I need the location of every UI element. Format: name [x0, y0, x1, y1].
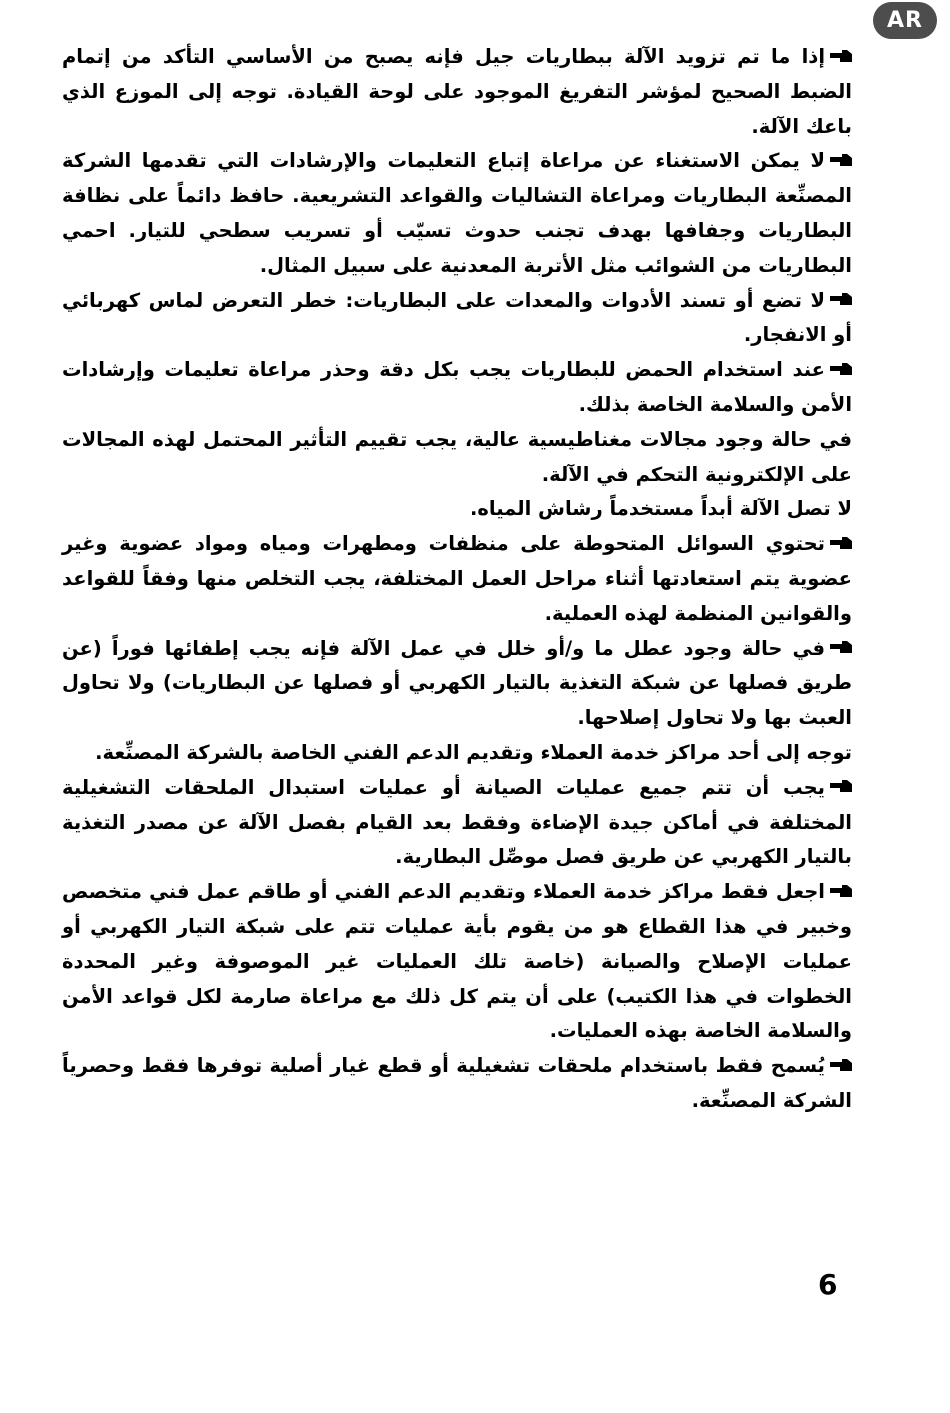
pointing-hand-icon	[830, 153, 852, 167]
paragraph-text: لا يمكن الاستغناء عن مراعاة إتباع التعليمات والإرشادات التي تقدمها الشركة المصنِّعة البطاريات ومراعاة التشاليات والقواعد التشريعية. حافظ دائماً على نظافة البطاريات وجفافها بهدف تجنب حدوث تسيّب أو تسريب سطحي للتيار. احمي البطاريات من الشوائب مثل الأتربة المعدنية على سبيل المثال.	[62, 149, 852, 277]
paragraph	[62, 284, 852, 354]
pointing-hand-icon	[830, 1058, 852, 1072]
language-badge: AR	[873, 2, 937, 39]
pointing-hand-icon	[830, 49, 852, 63]
paragraph-text: لا تصل الآلة أبداً مستخدماً رشاش المياه.	[469, 497, 852, 521]
pointing-hand-icon	[830, 362, 852, 376]
paragraph-text: اجعل فقط مراكز خدمة العملاء وتقديم الدعم الفني أو طاقم عمل فني متخصص وخبير في هذا القطاع هو من يقوم بأية عمليات تتم على شبكة التيار الكهربي أو عمليات الإصلاح والصيانة (خاصة تلك العمليات غير الموصوفة وغير المحددة الخطوات في هذا الكتيب) على أن يتم كل ذلك مع مراعاة صارمة لكل قواعد الأمن والسلامة الخاصة بهذه العمليات.	[62, 880, 852, 1043]
pointing-hand-icon	[830, 884, 852, 898]
paragraph-text: تحتوي السوائل المتحوطة على منظفات ومطهرات ومياه ومواد عضوية وغير عضوية يتم استعادتها أثناء مراحل العمل المختلفة، يجب التخلص منها وفقاً للقواعد والقوانين المنظمة لهذه العملية.	[62, 532, 852, 625]
paragraph-text: عند استخدام الحمض للبطاريات يجب بكل دقة وحذر مراعاة تعليمات وإرشادات الأمن والسلامة الخاصة بذلك.	[62, 358, 852, 416]
paragraph	[62, 771, 852, 875]
paragraph	[62, 527, 852, 631]
paragraph	[62, 353, 852, 423]
pointing-hand-icon	[830, 292, 852, 306]
paragraph	[62, 144, 852, 283]
paragraph	[62, 423, 852, 493]
paragraph	[62, 632, 852, 736]
page-number: 6	[818, 1268, 838, 1301]
pointing-hand-icon	[830, 640, 852, 654]
pointing-hand-icon	[830, 779, 852, 793]
paragraph-text: لا تضع أو تسند الأدوات والمعدات على البطاريات: خطر التعرض لماس كهربائي أو الانفجار.	[62, 288, 852, 347]
paragraph	[62, 40, 852, 144]
paragraph-text: في حالة وجود مجالات مغناطيسية عالية، يجب تقييم التأثير المحتمل لهذه المجالات على الإلكترونية التحكم في الآلة.	[62, 427, 852, 486]
paragraph	[62, 736, 852, 771]
pointing-hand-icon	[830, 536, 852, 550]
paragraph-text: توجه إلى أحد مراكز خدمة العملاء وتقديم الدعم الفني الخاصة بالشركة المصنِّعة.	[95, 740, 852, 764]
paragraph	[62, 875, 852, 1049]
paragraph-text: يجب أن تتم جميع عمليات الصيانة أو عمليات استبدال الملحقات التشغيلية المختلفة في أماكن جيدة الإضاءة وفقط بعد القيام بفصل الآلة عن مصدر التغذية بالتيار الكهربي عن طريق فصل موصِّل البطارية.	[62, 775, 852, 869]
document-body	[62, 40, 852, 1119]
paragraph-text: يُسمح فقط باستخدام ملحقات تشغيلية أو قطع غيار أصلية توفرها فقط وحصرياً الشركة المصنِّعة.	[62, 1054, 852, 1112]
paragraph-text: إذا ما تم تزويد الآلة ببطاريات جيل فإنه يصبح من الأساسي التأكد من إتمام الضبط الصحيح لمؤشر التفريغ الموجود على لوحة القيادة. توجه إلى الموزع الذي باعك الآلة.	[62, 45, 852, 138]
paragraph	[62, 492, 852, 527]
paragraph	[62, 1049, 852, 1119]
paragraph-text: في حالة وجود عطل ما و/أو خلل في عمل الآلة فإنه يجب إطفائها فوراً (عن طريق فصلها عن شبكة التغذية بالتيار الكهربي أو فصلها عن البطاريات) ولا تحاول العبث بها ولا تحاول إصلاحها.	[62, 636, 852, 730]
